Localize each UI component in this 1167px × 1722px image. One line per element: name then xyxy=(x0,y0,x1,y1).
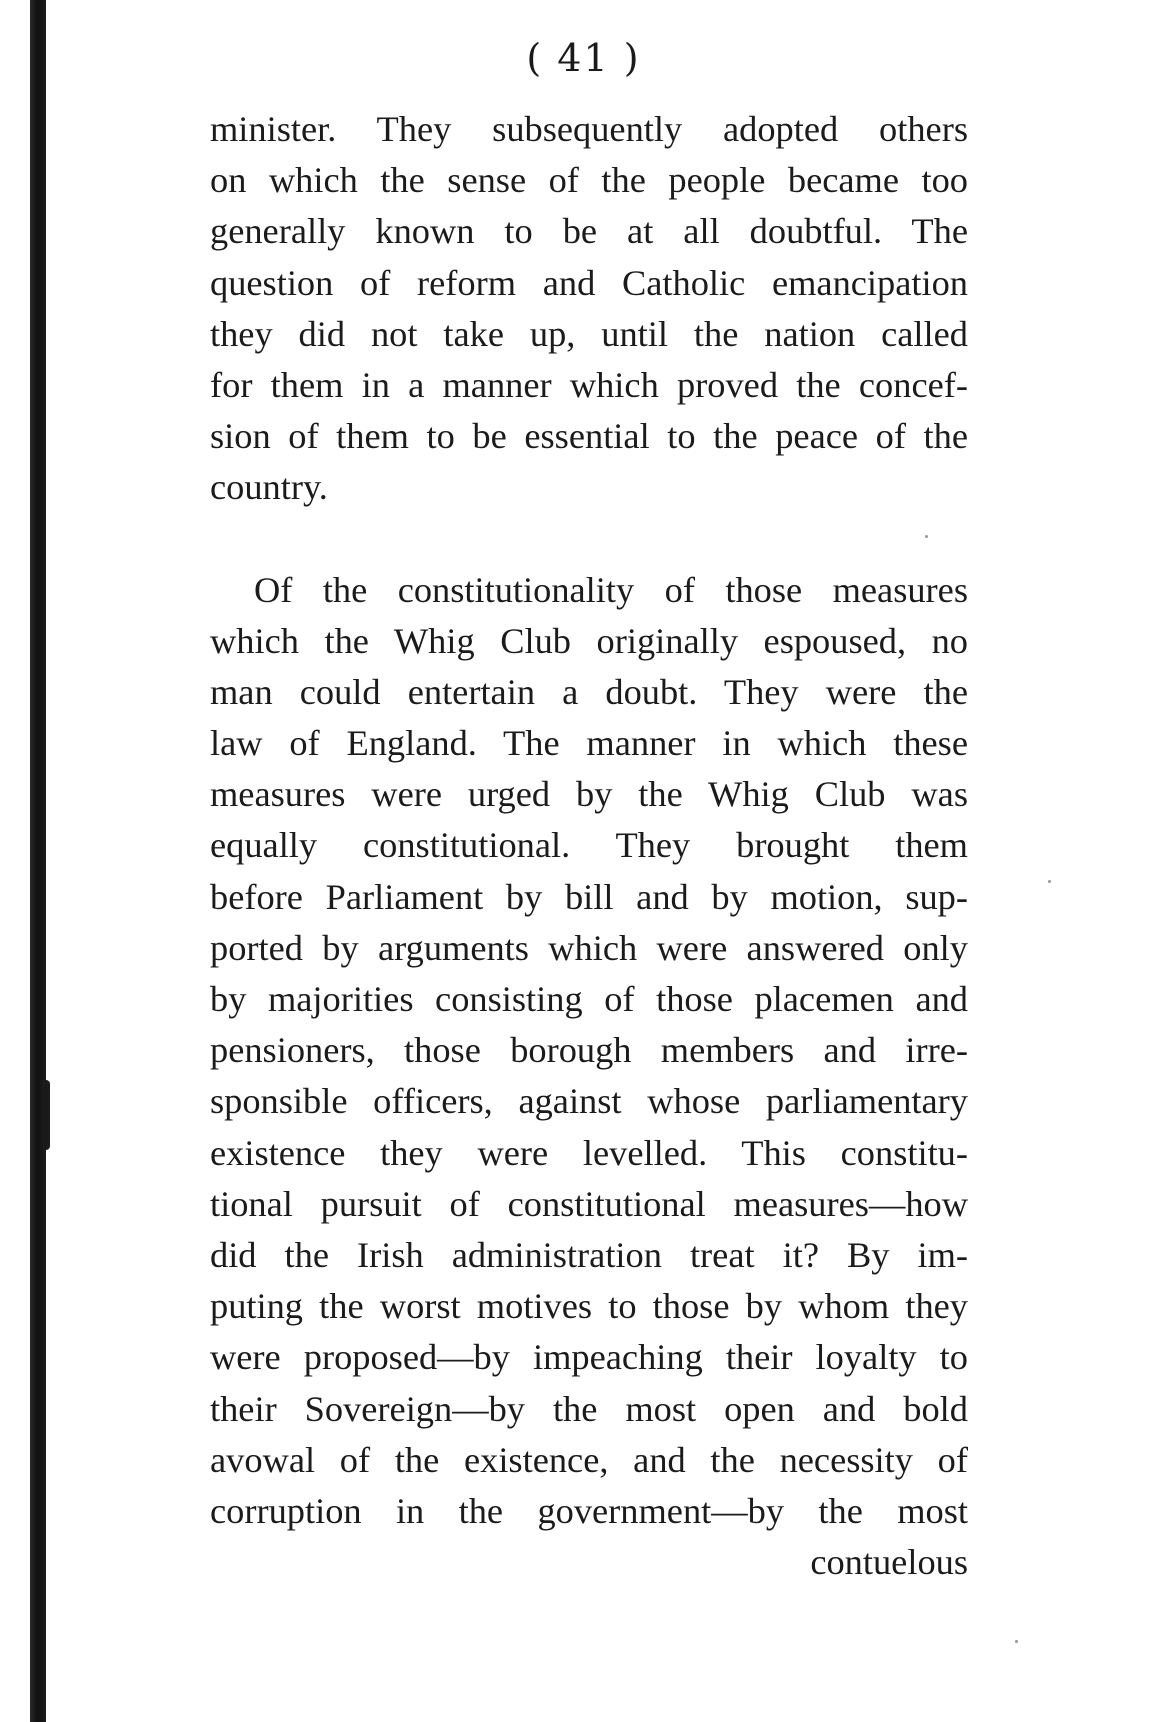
text-line: man could entertain a doubt. They were the xyxy=(210,671,968,712)
text-line: pensioners, those borough members and irre- xyxy=(210,1030,968,1071)
text-line: minister. They subsequently adopted others xyxy=(210,109,968,149)
scan-speck xyxy=(1048,880,1051,883)
text-line: generally known to be at all doubtful. The xyxy=(210,211,968,252)
page-number: ( 41 ) xyxy=(526,36,641,80)
text-line: measures were urged by the Whig Club was xyxy=(210,774,968,815)
text-line: tional pursuit of constitutional measures—how xyxy=(210,1183,968,1224)
paragraph-1 xyxy=(210,104,968,514)
text-line: existence they were levelled. This constitu- xyxy=(210,1132,968,1173)
text-line: on which the sense of the people became too xyxy=(210,160,968,201)
paragraph-2 xyxy=(210,565,968,1538)
text-line: avowal of the existence, and the necessity of xyxy=(210,1439,968,1480)
text-line: sponsible officers, against whose parliamentary xyxy=(210,1081,968,1122)
text-line: law of England. The manner in which these xyxy=(210,723,968,764)
text-line: puting the worst motives to those by whom they xyxy=(210,1286,968,1327)
text-line: country. xyxy=(210,467,328,508)
text-line: did the Irish administration treat it? By im- xyxy=(210,1234,968,1275)
text-line: ported by arguments which were answered only xyxy=(210,927,968,968)
text-line: which the Whig Club originally espoused, no xyxy=(210,620,968,661)
text-line: equally constitutional. They brought them xyxy=(210,825,968,866)
text-line: they did not take up, until the nation called xyxy=(210,313,968,354)
text-line: sion of them to be essential to the peace of the xyxy=(210,416,968,457)
paragraph-gap xyxy=(210,514,968,565)
catchword: contuelous xyxy=(810,1542,968,1583)
text-line: by majorities consisting of those placemen and xyxy=(210,979,968,1019)
text-line: corruption in the government—by the most xyxy=(210,1490,968,1531)
text-line: question of reform and Catholic emancipation xyxy=(210,262,968,303)
text-line: for them in a manner which proved the concef- xyxy=(210,364,968,405)
body-text xyxy=(210,104,968,1588)
scan-speck xyxy=(925,535,928,538)
text-line: were proposed—by impeaching their loyalty to xyxy=(210,1337,968,1378)
text-line: Of the constitutionality of those measures xyxy=(254,569,968,610)
scan-speck xyxy=(1015,1640,1018,1643)
text-line: before Parliament by bill and by motion, sup- xyxy=(210,876,968,917)
text-line: their Sovereign—by the most open and bold xyxy=(210,1388,968,1429)
binding-edge xyxy=(30,0,46,1722)
